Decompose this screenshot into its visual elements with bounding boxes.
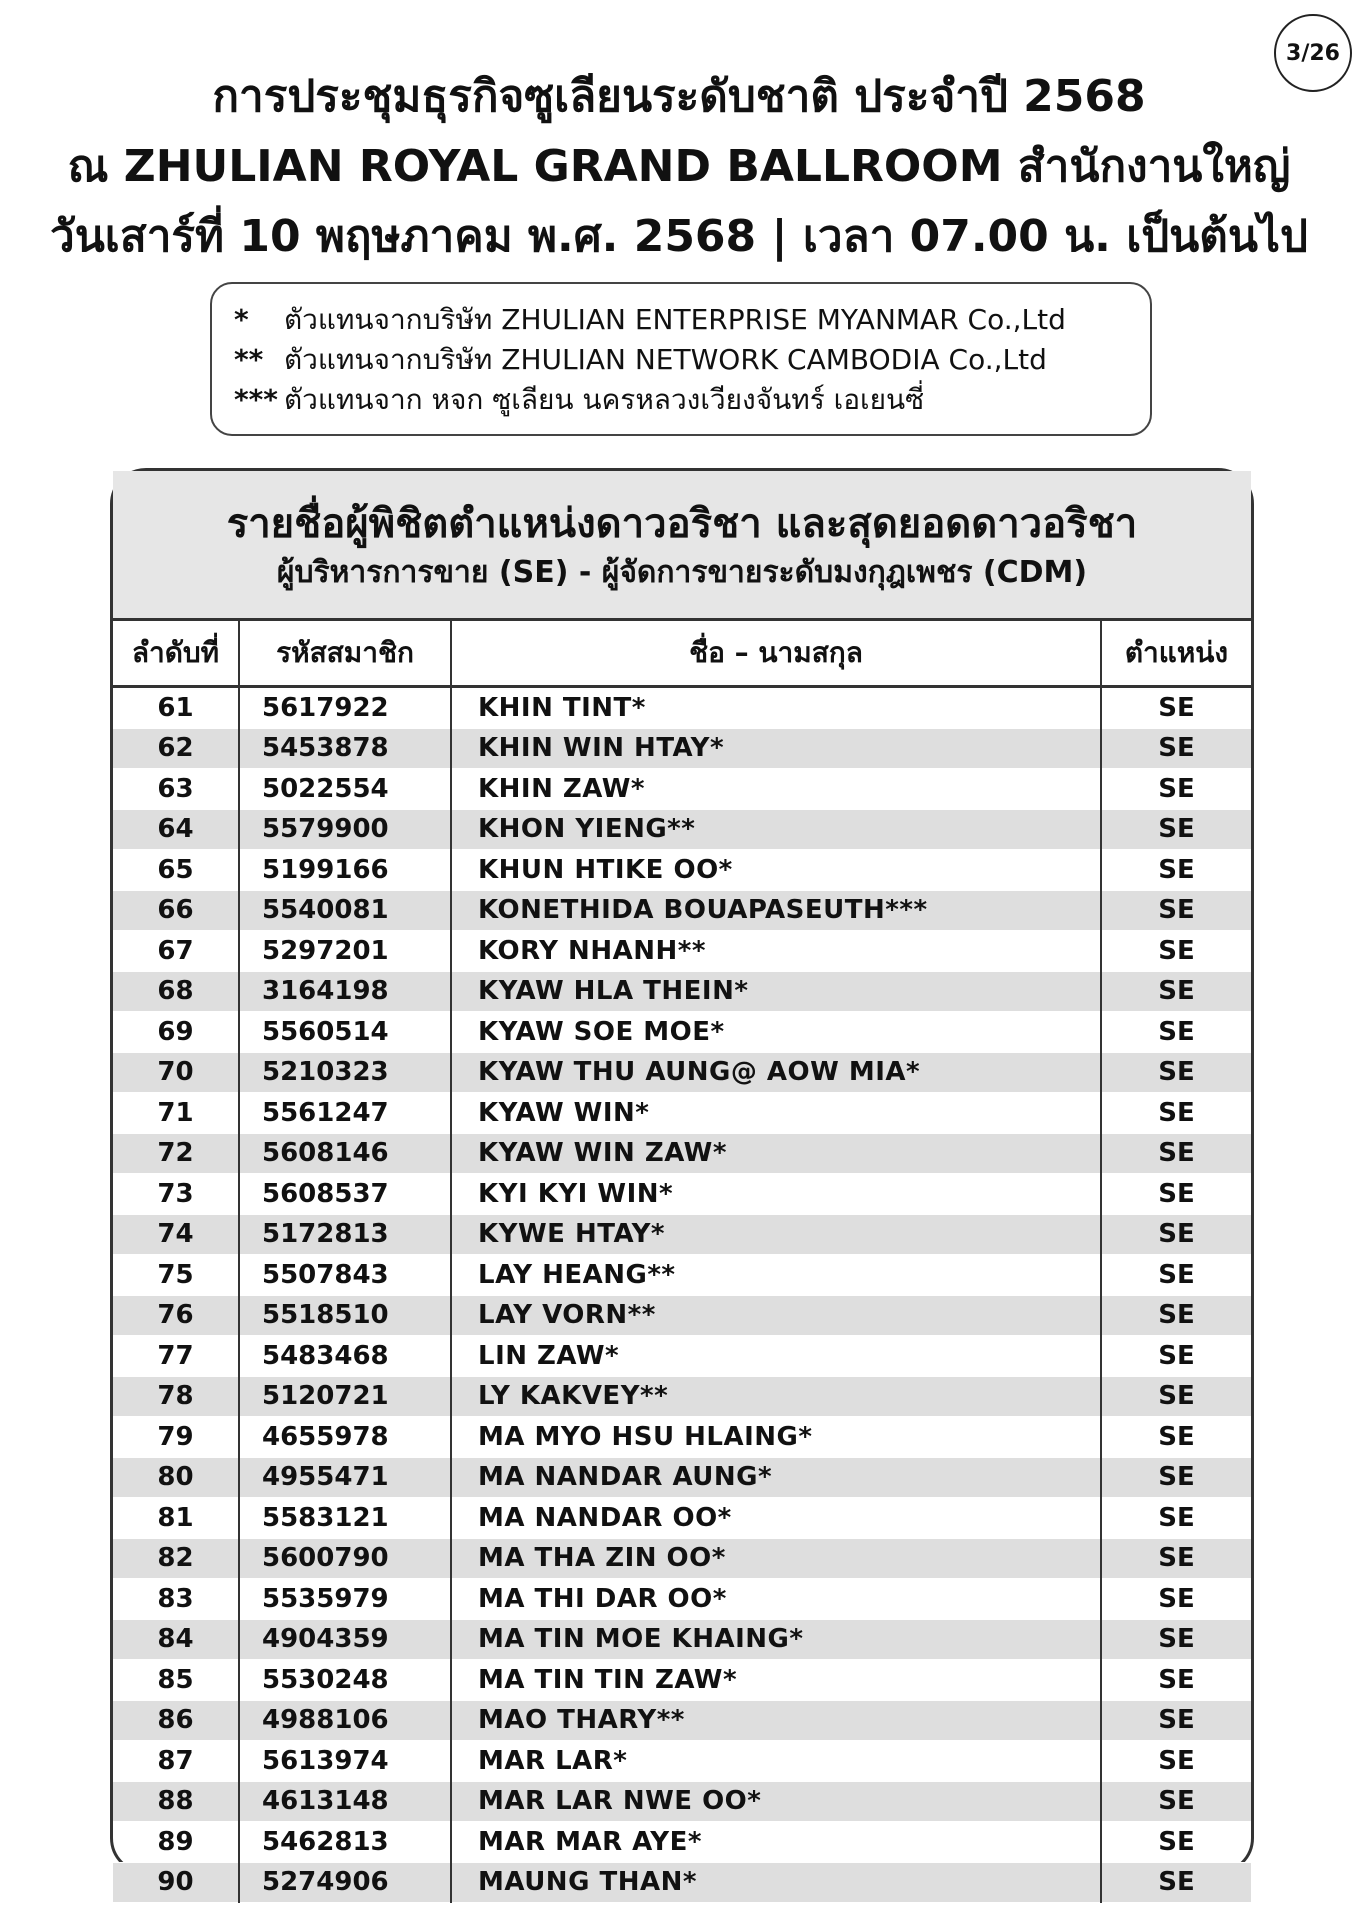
table-row <box>113 1781 1251 1822</box>
table-row <box>113 809 1251 850</box>
row-number: 66 <box>113 890 239 931</box>
table-row <box>113 728 1251 769</box>
table-row <box>113 769 1251 810</box>
member-name: KYAW HLA THEIN* <box>451 971 1101 1012</box>
position: SE <box>1101 971 1251 1012</box>
row-number: 87 <box>113 1741 239 1782</box>
member-name: LIN ZAW* <box>451 1336 1101 1377</box>
position: SE <box>1101 1133 1251 1174</box>
member-id: 5530248 <box>239 1660 451 1701</box>
row-number: 64 <box>113 809 239 850</box>
member-name: KHIN TINT* <box>451 687 1101 729</box>
row-number: 73 <box>113 1174 239 1215</box>
page-number-badge: 3/26 <box>1274 14 1352 92</box>
member-id: 3164198 <box>239 971 451 1012</box>
legend-item <box>234 380 1128 420</box>
table-body <box>113 687 1251 1903</box>
position: SE <box>1101 1822 1251 1863</box>
position: SE <box>1101 1255 1251 1296</box>
position: SE <box>1101 1174 1251 1215</box>
member-id: 4988106 <box>239 1700 451 1741</box>
position: SE <box>1101 890 1251 931</box>
member-id: 5462813 <box>239 1822 451 1863</box>
legend-text: ตัวแทนจากบริษัท ZHULIAN ENTERPRISE MYANMAR Co.,Ltd <box>284 303 1066 336</box>
row-number: 75 <box>113 1255 239 1296</box>
row-number: 83 <box>113 1579 239 1620</box>
member-id: 5560514 <box>239 1012 451 1053</box>
table-row <box>113 1336 1251 1377</box>
table-row <box>113 1700 1251 1741</box>
member-id: 4904359 <box>239 1619 451 1660</box>
position: SE <box>1101 1862 1251 1903</box>
event-datetime: วันเสาร์ที่ 10 พฤษภาคม พ.ศ. 2568 | เวลา 07.00 น. เป็นต้นไป <box>50 211 1308 262</box>
legend-text: ตัวแทนจากบริษัท ZHULIAN NETWORK CAMBODIA Co.,Ltd <box>284 343 1047 376</box>
table-row <box>113 1457 1251 1498</box>
column-header-member-id: รหัสสมาชิก <box>239 621 451 687</box>
position: SE <box>1101 687 1251 729</box>
event-title: การประชุมธุรกิจซูเลียนระดับชาติ ประจำปี 2568 <box>212 71 1146 122</box>
table-row <box>113 1619 1251 1660</box>
member-name: MA TIN TIN ZAW* <box>451 1660 1101 1701</box>
position: SE <box>1101 1660 1251 1701</box>
member-name: KYAW WIN* <box>451 1093 1101 1134</box>
table-row <box>113 850 1251 891</box>
member-id: 5453878 <box>239 728 451 769</box>
member-name: MAR LAR* <box>451 1741 1101 1782</box>
table-row <box>113 1660 1251 1701</box>
column-header-position: ตำแหน่ง <box>1101 621 1251 687</box>
event-venue: ณ ZHULIAN ROYAL GRAND BALLROOM สำนักงานใหญ่ <box>67 141 1291 192</box>
member-name: KYWE HTAY* <box>451 1214 1101 1255</box>
member-id: 5022554 <box>239 769 451 810</box>
row-number: 85 <box>113 1660 239 1701</box>
row-number: 78 <box>113 1376 239 1417</box>
position: SE <box>1101 1295 1251 1336</box>
member-name: KYAW THU AUNG@ AOW MIA* <box>451 1052 1101 1093</box>
position: SE <box>1101 1012 1251 1053</box>
position: SE <box>1101 1417 1251 1458</box>
member-id: 5613974 <box>239 1741 451 1782</box>
row-number: 72 <box>113 1133 239 1174</box>
member-id: 5507843 <box>239 1255 451 1296</box>
row-number: 62 <box>113 728 239 769</box>
table-row <box>113 1538 1251 1579</box>
member-id: 5483468 <box>239 1336 451 1377</box>
column-header-name: ชื่อ – นามสกุล <box>451 621 1101 687</box>
legend-mark: *** <box>234 383 278 416</box>
position: SE <box>1101 1781 1251 1822</box>
member-name: KHIN ZAW* <box>451 769 1101 810</box>
row-number: 77 <box>113 1336 239 1377</box>
position: SE <box>1101 850 1251 891</box>
table-row <box>113 931 1251 972</box>
member-name: KYAW SOE MOE* <box>451 1012 1101 1053</box>
table-row <box>113 1133 1251 1174</box>
member-name: MA TIN MOE KHAING* <box>451 1619 1101 1660</box>
member-name: MAUNG THAN* <box>451 1862 1101 1903</box>
table-row <box>113 1376 1251 1417</box>
member-name: KONETHIDA BOUAPASEUTH*** <box>451 890 1101 931</box>
position: SE <box>1101 1457 1251 1498</box>
legend-item <box>234 340 1128 380</box>
winners-list <box>110 468 1254 1898</box>
position: SE <box>1101 728 1251 769</box>
member-id: 4655978 <box>239 1417 451 1458</box>
table-row <box>113 1822 1251 1863</box>
member-name: MA MYO HSU HLAING* <box>451 1417 1101 1458</box>
position: SE <box>1101 1376 1251 1417</box>
member-name: MA NANDAR OO* <box>451 1498 1101 1539</box>
member-name: MA NANDAR AUNG* <box>451 1457 1101 1498</box>
position: SE <box>1101 1214 1251 1255</box>
member-id: 5199166 <box>239 850 451 891</box>
member-id: 5579900 <box>239 809 451 850</box>
row-number: 74 <box>113 1214 239 1255</box>
table-row <box>113 1052 1251 1093</box>
member-id: 5608537 <box>239 1174 451 1215</box>
table-header-row <box>113 621 1251 687</box>
table-row <box>113 1498 1251 1539</box>
member-name: MAR MAR AYE* <box>451 1822 1101 1863</box>
position: SE <box>1101 809 1251 850</box>
event-header <box>0 62 1358 272</box>
member-id: 5535979 <box>239 1579 451 1620</box>
member-name: LAY VORN** <box>451 1295 1101 1336</box>
position: SE <box>1101 1700 1251 1741</box>
member-name: KYI KYI WIN* <box>451 1174 1101 1215</box>
member-id: 5274906 <box>239 1862 451 1903</box>
member-id: 5297201 <box>239 931 451 972</box>
list-title: รายชื่อผู้พิชิตตำแหน่งดาวอริชา และสุดยอดดาวอริชา <box>226 501 1138 547</box>
row-number: 86 <box>113 1700 239 1741</box>
member-name: KHIN WIN HTAY* <box>451 728 1101 769</box>
table-row <box>113 890 1251 931</box>
table-row <box>113 1012 1251 1053</box>
member-name: KORY NHANH** <box>451 931 1101 972</box>
row-number: 61 <box>113 687 239 729</box>
member-id: 5617922 <box>239 687 451 729</box>
member-name: MAR LAR NWE OO* <box>451 1781 1101 1822</box>
member-name: LAY HEANG** <box>451 1255 1101 1296</box>
member-name: MA THI DAR OO* <box>451 1579 1101 1620</box>
table-row <box>113 1741 1251 1782</box>
legend-box <box>210 282 1152 436</box>
member-name: KYAW WIN ZAW* <box>451 1133 1101 1174</box>
position: SE <box>1101 1093 1251 1134</box>
row-number: 67 <box>113 931 239 972</box>
position: SE <box>1101 1538 1251 1579</box>
member-name: KHON YIENG** <box>451 809 1101 850</box>
row-number: 71 <box>113 1093 239 1134</box>
table-row <box>113 1093 1251 1134</box>
position: SE <box>1101 1052 1251 1093</box>
member-id: 5172813 <box>239 1214 451 1255</box>
row-number: 69 <box>113 1012 239 1053</box>
position: SE <box>1101 1336 1251 1377</box>
member-name: MAO THARY** <box>451 1700 1101 1741</box>
winners-table <box>113 621 1251 1903</box>
member-id: 5540081 <box>239 890 451 931</box>
member-id: 4955471 <box>239 1457 451 1498</box>
row-number: 89 <box>113 1822 239 1863</box>
table-row <box>113 1862 1251 1903</box>
row-number: 81 <box>113 1498 239 1539</box>
table-row <box>113 1579 1251 1620</box>
position: SE <box>1101 1579 1251 1620</box>
table-row <box>113 1417 1251 1458</box>
legend-text: ตัวแทนจาก หจก ซูเลียน นครหลวงเวียงจันทร์ เอเยนซี่ <box>284 383 925 416</box>
row-number: 82 <box>113 1538 239 1579</box>
member-name: LY KAKVEY** <box>451 1376 1101 1417</box>
legend-mark: * <box>234 303 249 336</box>
row-number: 88 <box>113 1781 239 1822</box>
row-number: 68 <box>113 971 239 1012</box>
table-row <box>113 1295 1251 1336</box>
legend-item <box>234 300 1128 340</box>
row-number: 76 <box>113 1295 239 1336</box>
member-id: 5518510 <box>239 1295 451 1336</box>
legend-mark: ** <box>234 343 264 376</box>
member-name: KHUN HTIKE OO* <box>451 850 1101 891</box>
table-row <box>113 1174 1251 1215</box>
member-name: MA THA ZIN OO* <box>451 1538 1101 1579</box>
row-number: 65 <box>113 850 239 891</box>
table-row <box>113 687 1251 729</box>
table-row <box>113 1214 1251 1255</box>
member-id: 5120721 <box>239 1376 451 1417</box>
row-number: 63 <box>113 769 239 810</box>
position: SE <box>1101 1498 1251 1539</box>
row-number: 79 <box>113 1417 239 1458</box>
table-row <box>113 971 1251 1012</box>
position: SE <box>1101 1619 1251 1660</box>
table-row <box>113 1255 1251 1296</box>
position: SE <box>1101 1741 1251 1782</box>
member-id: 5583121 <box>239 1498 451 1539</box>
row-number: 84 <box>113 1619 239 1660</box>
member-id: 5561247 <box>239 1093 451 1134</box>
list-header <box>113 471 1251 621</box>
member-id: 5608146 <box>239 1133 451 1174</box>
member-id: 4613148 <box>239 1781 451 1822</box>
row-number: 70 <box>113 1052 239 1093</box>
member-id: 5600790 <box>239 1538 451 1579</box>
member-id: 5210323 <box>239 1052 451 1093</box>
row-number: 80 <box>113 1457 239 1498</box>
column-header-no: ลำดับที่ <box>113 621 239 687</box>
position: SE <box>1101 931 1251 972</box>
list-subtitle: ผู้บริหารการขาย (SE) - ผู้จัดการขายระดับมงกุฎเพชร (CDM) <box>276 555 1088 590</box>
position: SE <box>1101 769 1251 810</box>
row-number: 90 <box>113 1862 239 1903</box>
